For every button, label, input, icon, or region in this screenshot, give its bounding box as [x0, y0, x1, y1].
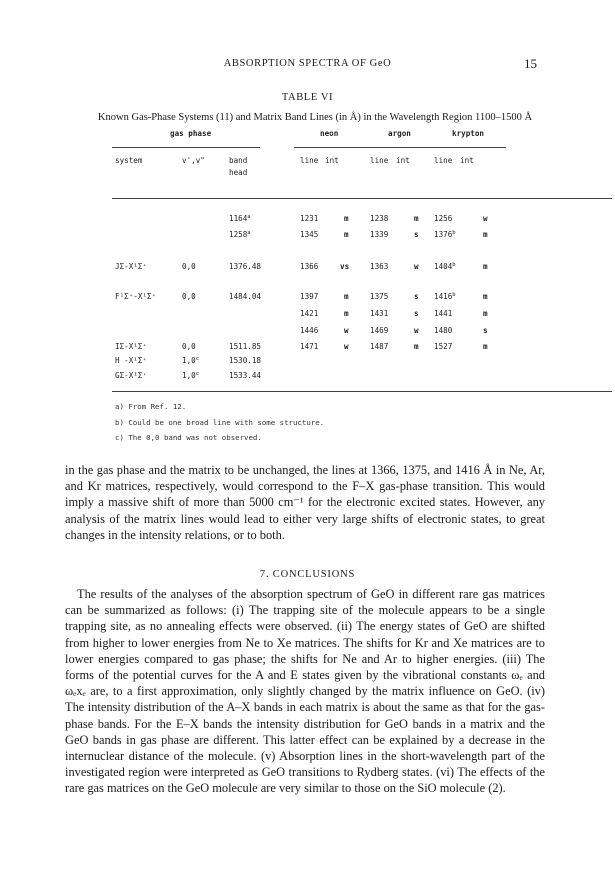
- group-header-argon: argon: [388, 129, 411, 138]
- col-header-ne-int: int: [325, 156, 339, 165]
- col-header-head: head: [229, 168, 248, 177]
- table-cell: 0,0: [182, 292, 196, 301]
- body-paragraph-1: in the gas phase and the matrix to be unchanged, the lines at 1366, 1375, and 1416 Å in Ne, Ar, and Kr matrices, respectively, would correspond to the F–X gas-phase transition. This would imply a massive shift of more than 5000 cm⁻¹ for the electronic excited states. However, any analysis of the matrix lines would lead to either very large shifts of electronic states, to great changes in the intensity relations, or to both.: [65, 463, 545, 542]
- rule-gas: [112, 147, 260, 148]
- group-header-neon: neon: [320, 129, 339, 138]
- table-cell: 1469: [370, 326, 389, 335]
- table-cell: 1363: [370, 262, 389, 271]
- table-cell: H -X¹Σ⁺: [115, 356, 148, 365]
- table-cell: s: [414, 309, 419, 318]
- table-cell: 1345: [300, 230, 319, 239]
- col-header-system: system: [115, 156, 143, 165]
- table-cell: vs: [340, 262, 350, 271]
- table-cell: 1446: [300, 326, 319, 335]
- rule-argon: [362, 147, 436, 148]
- table-cell: 1471: [300, 342, 319, 351]
- table-cell: 1339: [370, 230, 389, 239]
- table-cell: 1231: [300, 214, 319, 223]
- table-cell: w: [483, 214, 488, 223]
- table-cell: s: [414, 230, 419, 239]
- table-cell: 1238: [370, 214, 389, 223]
- table-cell: m: [344, 230, 349, 239]
- footnote-a: a) From Ref. 12.: [115, 402, 187, 411]
- table-cell: 1527: [434, 342, 453, 351]
- table-cell: JΣ-X¹Σ⁺: [115, 262, 148, 271]
- table-cell: 1404$^b$: [434, 262, 456, 271]
- table-cell: m: [414, 214, 419, 223]
- table-cell: m: [483, 342, 488, 351]
- table-cell: 1,0$^c$: [182, 371, 200, 380]
- table-cell: 1397: [300, 292, 319, 301]
- table-cell: m: [344, 292, 349, 301]
- table-cell: 1421: [300, 309, 319, 318]
- table-cell: F¹Σ⁺-X¹Σ⁺: [115, 292, 157, 301]
- table-cell: m: [483, 230, 488, 239]
- table-cell: 1376$^b$: [434, 230, 456, 239]
- rule-krypton: [428, 147, 506, 148]
- group-header-gas-phase: gas phase: [170, 129, 212, 138]
- table-caption: Known Gas-Phase Systems (11) and Matrix Band Lines (in Å) in the Wavelength Region 1100–1500 Å: [97, 112, 533, 123]
- table-cell: 1533.44: [229, 371, 262, 380]
- col-header-band: band: [229, 156, 248, 165]
- group-header-krypton: krypton: [452, 129, 485, 138]
- table-cell: 1,0$^c$: [182, 356, 200, 365]
- table-cell: m: [483, 262, 488, 271]
- table-cell: 1375: [370, 292, 389, 301]
- table-cell: w: [344, 342, 349, 351]
- col-header-kr-int: int: [460, 156, 474, 165]
- footnote-b: b) Could be one broad line with some structure.: [115, 418, 325, 427]
- section-heading: 7. CONCLUSIONS: [259, 569, 356, 580]
- table-cell: 1530.18: [229, 356, 262, 365]
- table-cell: 1376.48: [229, 262, 262, 271]
- bottom-rule: [112, 391, 612, 392]
- table-cell: 0,0: [182, 262, 196, 271]
- table-label: TABLE VI: [281, 92, 334, 103]
- table-cell: w: [414, 262, 419, 271]
- table-cell: 1487: [370, 342, 389, 351]
- running-title: ABSORPTION SPECTRA OF GeO: [223, 58, 392, 69]
- table-cell: 1256: [434, 214, 453, 223]
- col-header-kr-line: line: [434, 156, 453, 165]
- col-header-ar-line: line: [370, 156, 389, 165]
- table-cell: 1484.04: [229, 292, 262, 301]
- table-cell: 1431: [370, 309, 389, 318]
- table-cell: 1416$^b$: [434, 292, 456, 301]
- table-cell: w: [344, 326, 349, 335]
- table-cell: m: [344, 214, 349, 223]
- table-cell: s: [483, 326, 488, 335]
- table-cell: m: [414, 342, 419, 351]
- table-cell: m: [483, 309, 488, 318]
- table-cell: GΣ-X¹Σ⁺: [115, 371, 148, 380]
- header-rule: [112, 198, 612, 199]
- table-cell: IΣ-X¹Σ⁺: [115, 342, 148, 351]
- table-cell: 1480: [434, 326, 453, 335]
- table-cell: 1258$^a$: [229, 230, 251, 239]
- footnote-c: c) The 0,0 band was not observed.: [115, 433, 262, 442]
- table-cell: m: [483, 292, 488, 301]
- body-paragraph-2: The results of the analyses of the absorption spectrum of GeO in different rare gas matrices can be summarized as follows: (i) The trapping site of the molecule appears to be a single trapping site, as no annealing effects were observed. (ii) The energy states of GeO are shifted from higher to lower energies from Ne to Xe matrices. The shifts for Kr and Xe matrices are to lower energies compared to gas phase; the shifts for Ne and Ar to higher energies. (iii) The forms of the potential curves for the A and E states given by the vibrational constants ωₑ and ωₑxₑ are, to a first approximation, only slightly changed by the matrix influence on GeO. (iv) The intensity distribution of the A–X bands in each matrix is about the same as that for the gas-phase bands. For the E–X bands the intensity distribution for GeO bands in a matrix and the GeO bands in gas phase are different. This latter effect can be explained by a decrease in the internuclear distance of the molecule. (v) Absorption lines in the short-wavelength part of the investigated region were interpreted as GeO transitions to Rydberg states. (vi) The effects of the rare gas matrices on the GeO molecule are very similar to those on the SiO molecule (2).: [65, 587, 545, 796]
- page-number: 15: [524, 56, 537, 71]
- table-cell: 1511.85: [229, 342, 262, 351]
- table-cell: m: [344, 309, 349, 318]
- table-cell: 0,0: [182, 342, 196, 351]
- col-header-ne-line: line: [300, 156, 319, 165]
- table-cell: 1164$^a$: [229, 214, 251, 223]
- table-cell: s: [414, 292, 419, 301]
- table-cell: w: [414, 326, 419, 335]
- col-header-ar-int: int: [396, 156, 410, 165]
- col-header-v: v',v": [182, 156, 205, 165]
- table-cell: 1441: [434, 309, 453, 318]
- table-cell: 1366: [300, 262, 319, 271]
